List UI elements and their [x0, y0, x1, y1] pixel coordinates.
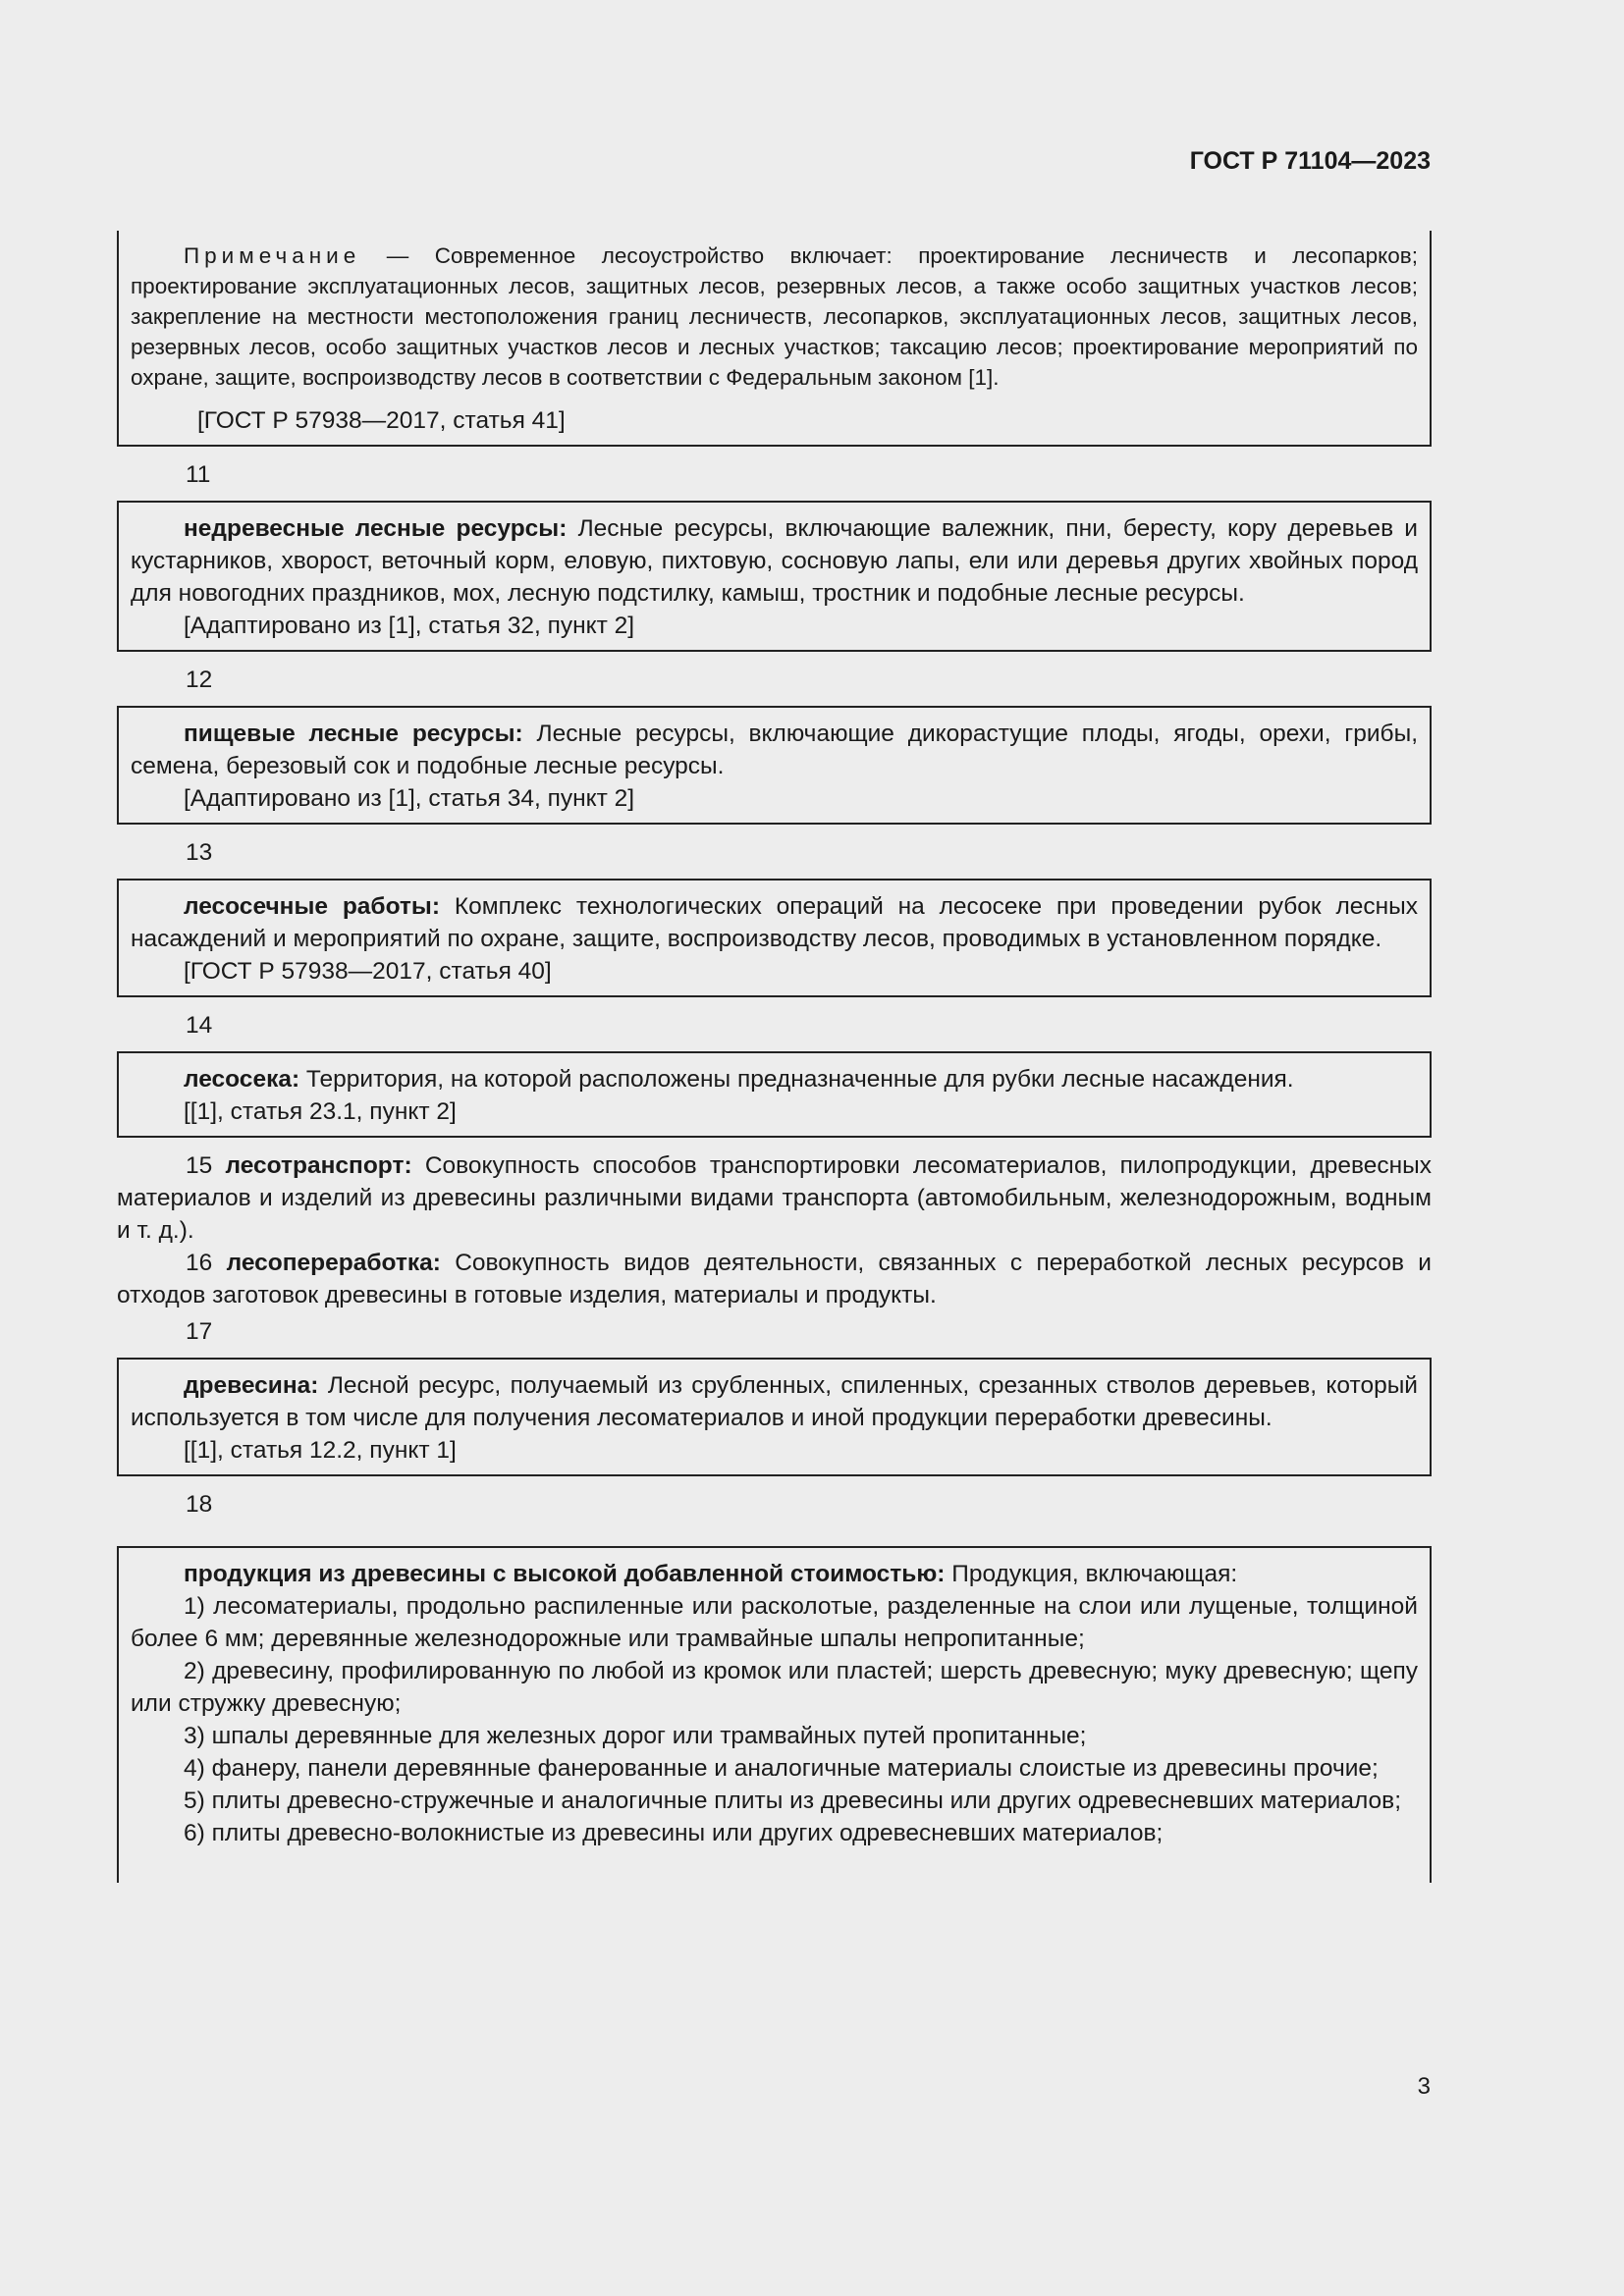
- list-item: 1) лесоматериалы, продольно распиленные или расколотые, разделенные на слои или лущеные, толщиной более 6 мм; деревянные железнодорожные или трамвайные шпалы непропитанные;: [131, 1593, 1418, 1652]
- list-item: 3) шпалы деревянные для железных дорог или трамвайных путей пропитанные;: [184, 1723, 1087, 1749]
- list-item: 4) фанеру, панели деревянные фанерованные и аналогичные материалы слоистые из древесины прочие;: [184, 1755, 1379, 1782]
- note-paragraph: [131, 240, 1418, 393]
- entry-text-13: Комплекс технологических операций на лесосеке при проведении рубок лесных насаждений и мероприятий по охране, защите, воспроизводству лесов, проводимых в установленном порядке.: [131, 893, 1419, 952]
- entry-box-17: [117, 1358, 1432, 1476]
- note-source: [ГОСТ Р 57938—2017, статья 41]: [197, 407, 566, 434]
- entry-term-16: лесопереработка:: [226, 1250, 441, 1276]
- entry-term-17: древесина:: [184, 1372, 319, 1399]
- entry-text-14: Территория, на которой расположены предназначенные для рубки лесные насаждения.: [299, 1066, 1294, 1093]
- entry-number-14: 14: [186, 1012, 213, 1039]
- entry-term-12: пищевые лесные ресурсы:: [184, 721, 523, 747]
- document-code: ГОСТ Р 71104—2023: [1189, 147, 1431, 175]
- entry-text-12: Лесные ресурсы, включающие дикорастущие плоды, ягоды, орехи, грибы, семена, березовый сок и подобные лесные ресурсы.: [131, 721, 1418, 779]
- note-text: — Современное лесоустройство включает: проектирование лесничеств и лесопарков; проектирование эксплуатационных лесов, защитных лесов, резервных лесов, а также особо защитных участков лесов; закрепление на местности местоположения границ лесничеств, лесопарков, эксплуатационных лесов, защитных лесов, резервных лесов, особо защитных участков лесов и лесных участков; таксацию лесов; проектирование мероприятий по охране, защите, воспроизводству лесов в соответствии с Федеральным законом [1].: [131, 243, 1418, 390]
- entry-definition-11: [131, 512, 1418, 610]
- note-label: Примечание: [184, 243, 361, 268]
- entry-term-13: лесосечные работы:: [184, 893, 441, 920]
- entry-definition-17: [131, 1369, 1418, 1434]
- document-body: [117, 231, 1432, 1883]
- entry-term-18: продукция из древесины с высокой добавленной стоимостью:: [184, 1561, 946, 1587]
- entry-definition-12: [131, 718, 1418, 782]
- entry-definition-14: [131, 1063, 1418, 1095]
- list-item: 6) плиты древесно-волокнистые из древесины или других одревесневших материалов;: [184, 1820, 1164, 1846]
- entry-text-17: Лесной ресурс, получаемый из срубленных, спиленных, срезанных стволов деревьев, который используется в том числе для получения лесоматериалов и иной продукции переработки древесины.: [131, 1372, 1418, 1431]
- entry-definition-15: [117, 1149, 1432, 1247]
- entry-box-12: [117, 706, 1432, 825]
- unboxed-entries: [117, 1149, 1432, 1311]
- entry-definition-13: [131, 890, 1418, 955]
- entry-text-15: Совокупность способов транспортировки лесоматериалов, пилопродукции, древесных материалов и изделий из древесины различными видами транспорта (автомобильным, железнодорожным, водным и т. д.).: [117, 1152, 1432, 1244]
- entry-term-14: лесосека:: [184, 1066, 300, 1093]
- entry-text-18: Продукция, включающая:: [945, 1561, 1238, 1587]
- entry-number-13: 13: [186, 839, 213, 866]
- entry-source-11: [Адаптировано из [1], статья 32, пункт 2]: [184, 613, 635, 639]
- page-number: 3: [1417, 2073, 1431, 2100]
- entry-number-11: 11: [186, 461, 211, 488]
- entry-box-11: [117, 501, 1432, 652]
- entry-source-17: [[1], статья 12.2, пункт 1]: [184, 1437, 457, 1464]
- list-item: 5) плиты древесно-стружечные и аналогичные плиты из древесины или других одревесневших материалов;: [184, 1788, 1402, 1814]
- entry-text-11: Лесные ресурсы, включающие валежник, пни, бересту, кору деревьев и кустарников, хворост, веточный корм, еловую, пихтовую, сосновую лапы, ели или деревья других хвойных пород для новогодних праздников, мох, лесную подстилку, камыш, тростник и подобные лесные ресурсы.: [131, 515, 1418, 607]
- entry-source-12: [Адаптировано из [1], статья 34, пункт 2]: [184, 785, 635, 812]
- entry-box-18: [117, 1546, 1432, 1883]
- entry-number-17: 17: [186, 1318, 213, 1345]
- entry-term-11: недревесные лесные ресурсы:: [184, 515, 568, 542]
- entry-source-14: [[1], статья 23.1, пункт 2]: [184, 1098, 457, 1125]
- entry-text-16: Совокупность видов деятельности, связанных с переработкой лесных ресурсов и отходов заготовок древесины в готовые изделия, материалы и продукты.: [117, 1250, 1432, 1308]
- list-item: 2) древесину, профилированную по любой из кромок или пластей; шерсть древесную; муку древесную; щепу или стружку древесную;: [131, 1658, 1418, 1717]
- entry-definition-18: [131, 1558, 1418, 1590]
- entry-number-18: 18: [186, 1491, 213, 1518]
- entry-number-12: 12: [186, 667, 213, 693]
- entry-term-15: лесотранспорт:: [225, 1152, 412, 1179]
- entry-number-16: 16: [186, 1250, 213, 1276]
- entry-source-13: [ГОСТ Р 57938—2017, статья 40]: [184, 958, 552, 985]
- note-box: [117, 231, 1432, 447]
- entry-box-14: [117, 1051, 1432, 1138]
- entry-definition-16: [117, 1247, 1432, 1311]
- entry-number-15: 15: [186, 1152, 213, 1179]
- entry-box-13: [117, 879, 1432, 997]
